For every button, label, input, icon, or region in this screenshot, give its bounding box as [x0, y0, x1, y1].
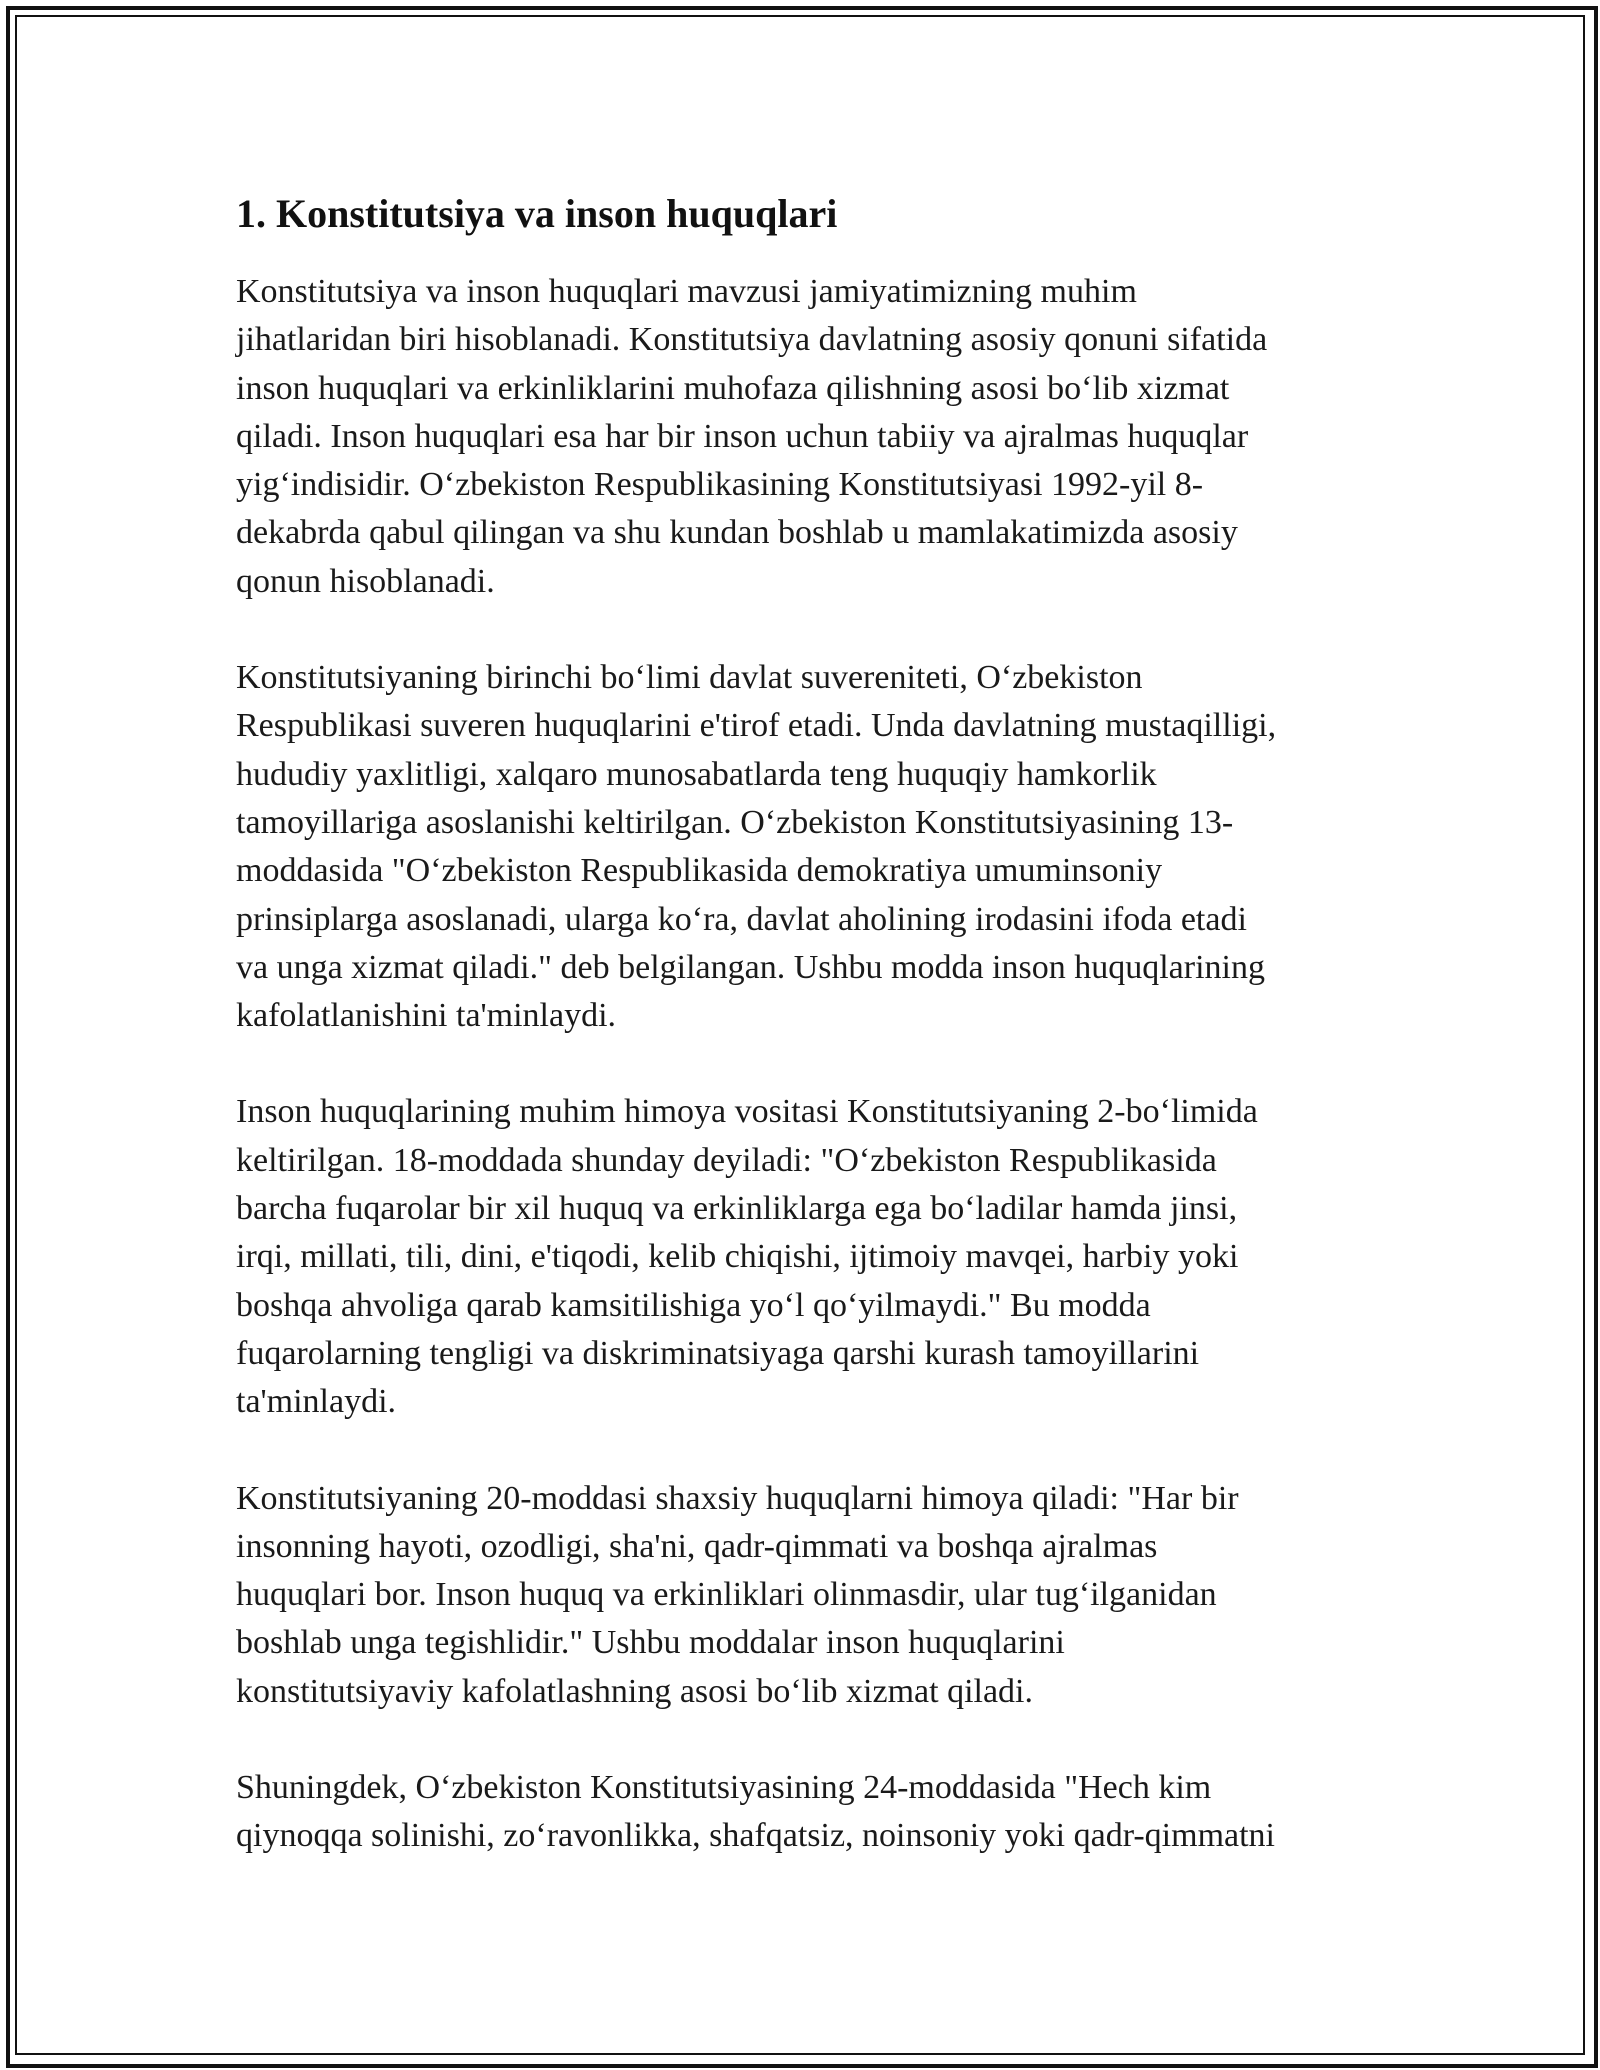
- paragraph-line: qiladi. Inson huquqlari esa har bir inson uchun tabiiy va ajralmas huquqlar: [236, 417, 1249, 455]
- paragraph-line: inson huquqlari va erkinliklarini muhofaza qilishning asosi boʻlib xizmat: [236, 369, 1230, 407]
- paragraph-line: ta'minlaydi.: [236, 1383, 397, 1421]
- paragraph-line: irqi, millati, tili, dini, e'tiqodi, kelib chiqishi, ijtimoiy mavqei, harbiy yoki: [236, 1238, 1239, 1276]
- paragraph-line: Konstitutsiyaning birinchi boʻlimi davlat suvereniteti, Oʻzbekiston: [236, 659, 1143, 697]
- paragraph-line: yigʻindisidir. Oʻzbekiston Respublikasining Konstitutsiyasi 1992-yil 8-: [236, 466, 1204, 504]
- paragraph-line: hududiy yaxlitligi, xalqaro munosabatlarda teng huquqiy hamkorlik: [236, 755, 1157, 793]
- paragraph-line: moddasida "Oʻzbekiston Respublikasida demokratiya umuminsoniy: [236, 852, 1163, 890]
- paragraph-5: [236, 1764, 1364, 1861]
- paragraph-line: tamoyillariga asoslanishi keltirilgan. Oʻzbekiston Konstitutsiyasining 13-: [236, 803, 1234, 841]
- section-heading: 1. Konstitutsiya va inson huquqlari: [236, 191, 838, 236]
- paragraph-3: [236, 1088, 1364, 1426]
- paragraph-line: kafolatlanishini ta'minlaydi.: [236, 997, 617, 1035]
- paragraph-line: konstitutsiyaviy kafolatlashning asosi boʻlib xizmat qiladi.: [236, 1672, 1034, 1710]
- paragraph-line: Konstitutsiyaning 20-moddasi shaxsiy huquqlarni himoya qiladi: "Har bir: [236, 1479, 1239, 1517]
- paragraph-2: [236, 654, 1364, 1040]
- paragraph-4: [236, 1475, 1364, 1716]
- document-body: [236, 186, 1364, 1909]
- paragraph-line: Inson huquqlarining muhim himoya vositasi Konstitutsiyaning 2-boʻlimida: [236, 1093, 1258, 1131]
- paragraph-line: va unga xizmat qiladi." deb belgilangan. Ushbu modda inson huquqlarining: [236, 948, 1265, 986]
- paragraph-line: dekabrda qabul qilingan va shu kundan boshlab u mamlakatimizda asosiy: [236, 514, 1238, 552]
- paragraph-line: Konstitutsiya va inson huquqlari mavzusi jamiyatimizning muhim: [236, 273, 1137, 310]
- paragraph-line: prinsiplarga asoslanadi, ularga koʻra, davlat aholining irodasini ifoda etadi: [236, 900, 1247, 938]
- paragraph-line: huquqlari bor. Inson huquq va erkinliklari olinmasdir, ular tugʻilganidan: [236, 1576, 1217, 1614]
- paragraph-1: [236, 268, 1364, 606]
- paragraph-line: insonning hayoti, ozodligi, sha'ni, qadr-qimmati va boshqa ajralmas: [236, 1527, 1158, 1565]
- paragraph-line: fuqarolarning tengligi va diskriminatsiyaga qarshi kurash tamoyillarini: [236, 1334, 1200, 1372]
- paragraph-line: Shuningdek, Oʻzbekiston Konstitutsiyasining 24-moddasida "Hech kim: [236, 1769, 1212, 1807]
- paragraph-line: qiynoqqa solinishi, zoʻravonlikka, shafqatsiz, noinsoniy yoki qadr-qimmatni: [236, 1817, 1275, 1855]
- paragraph-line: barcha fuqarolar bir xil huquq va erkinliklarga ega boʻladilar hamda jinsi,: [236, 1190, 1238, 1228]
- paragraph-line: qonun hisoblanadi.: [236, 562, 495, 600]
- paragraph-line: keltirilgan. 18-moddada shunday deyiladi: "Oʻzbekiston Respublikasida: [236, 1141, 1217, 1179]
- paragraph-line: Respublikasi suveren huquqlarini e'tirof etadi. Unda davlatning mustaqilligi,: [236, 707, 1277, 745]
- paragraph-line: boshqa ahvoliga qarab kamsitilishiga yoʻl qoʻyilmaydi." Bu modda: [236, 1286, 1151, 1324]
- paragraph-line: jihatlaridan biri hisoblanadi. Konstitutsiya davlatning asosiy qonuni sifatida: [236, 321, 1268, 359]
- paragraph-line: boshlab unga tegishlidir." Ushbu moddalar inson huquqlarini: [236, 1624, 1065, 1662]
